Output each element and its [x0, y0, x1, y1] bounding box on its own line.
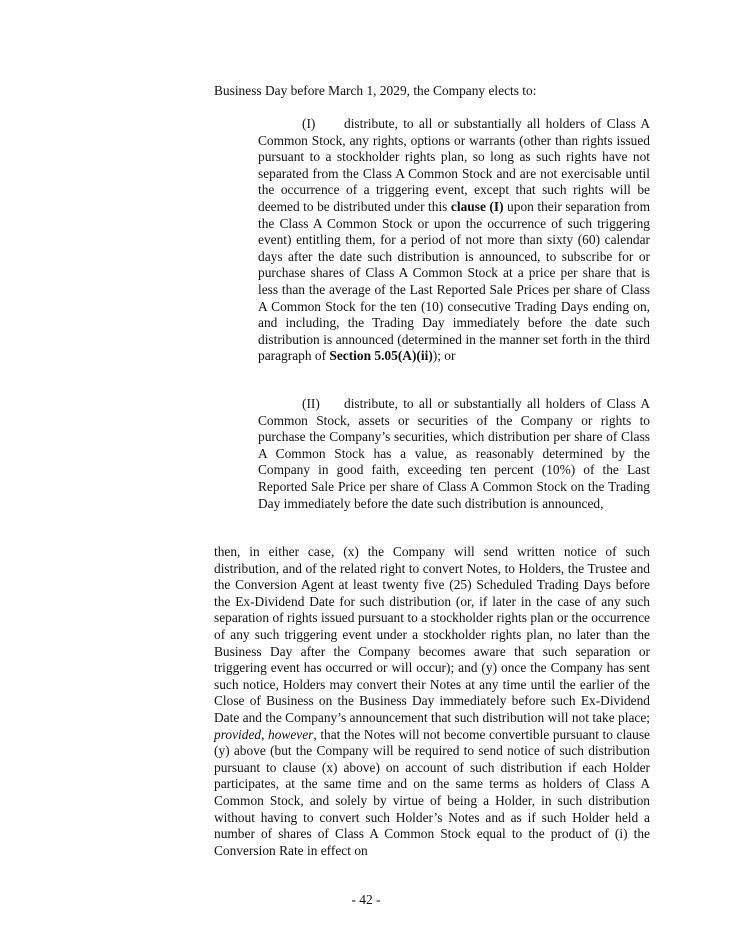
- lead-line: Business Day before March 1, 2029, the Company elects to:: [214, 83, 537, 98]
- closing-text-b: , that the Notes will not become convertible pursuant to clause (y) above (but the Company will be required to send notice of such distribution pursuant to clause (x) above) on account of such distribution if each Holder participates, at the same time and on the same terms as holders of Class A Common Stock, and solely by virtue of being a Holder, in such distribution without having to convert such Holder’s Notes and as if such Holder held a number of shares of Class A Common Stock equal to the product of (i) the Conversion Rate in effect on: [214, 726, 650, 858]
- clause-i-text-b: upon their separation from the Class A Common Stock or upon the occurrence of such triggering event) entitling them, for a period of not more than sixty (60) calendar days after the date such distribution is announced, to subscribe for or purchase shares of Class A Common Stock at a price per share that is less than the average of the Last Reported Sale Prices per share of Class A Common Stock for the ten (10) consecutive Trading Days ending on, and including, the Trading Day immediately before the date such distribution is announced (determined in the manner set forth in the third paragraph of: [258, 198, 650, 364]
- clause-i-number: (I): [302, 116, 316, 131]
- closing-italic-proviso: provided, however: [214, 726, 314, 742]
- closing-text-a: then, in either case, (x) the Company will send written notice of such distribution, and of the related right to convert Notes, to Holders, the Trustee and the Conversion Agent at least twenty five (25) Scheduled Trading Days before the Ex-Dividend Date for such distribution (or, if later in the case of any such separation of rights issued pursuant to a stockholder rights plan or the occurrence of any such triggering event under a stockholder rights plan, no later than the Business Day after the Company becomes aware that such separation or triggering event has occurred or will occur); and (y) once the Company has sent such notice, Holders may convert their Notes at any time until the earlier of the Close of Business on the Business Day immediately before such Ex-Dividend Date and the Company’s announcement that such distribution will not take place;: [214, 544, 650, 725]
- clause-i: [258, 116, 650, 365]
- clause-i-bold-reference: clause (I): [450, 198, 504, 214]
- clause-i-text-c: ); or: [432, 348, 456, 364]
- clause-i-text-a: distribute, to all or substantially all holders of Class A Common Stock, any rights, options or warrants (other than rights issued pursuant to a stockholder rights plan, so long as such rights have not separated from the Class A Common Stock and are not exercisable until the occurrence of a triggering event, except that such rights will be deemed to be distributed under this: [258, 116, 650, 214]
- closing-paragraph: [214, 544, 650, 859]
- clause-ii-number: (II): [302, 396, 320, 411]
- page-number: - 42 -: [351, 892, 381, 907]
- clause-ii: [258, 396, 650, 512]
- clause-ii-text: distribute, to all or substantially all holders of Class A Common Stock, assets or securities of the Company or rights to purchase the Company’s securities, which distribution per share of Class A Common Stock has a value, as reasonably determined by the Company in good faith, exceeding ten percent (10%) of the Last Reported Sale Price per share of Class A Common Stock on the Trading Day immediately before the date such distribution is announced,: [258, 396, 650, 511]
- clause-i-section-reference: Section 5.05(A)(ii): [329, 348, 433, 364]
